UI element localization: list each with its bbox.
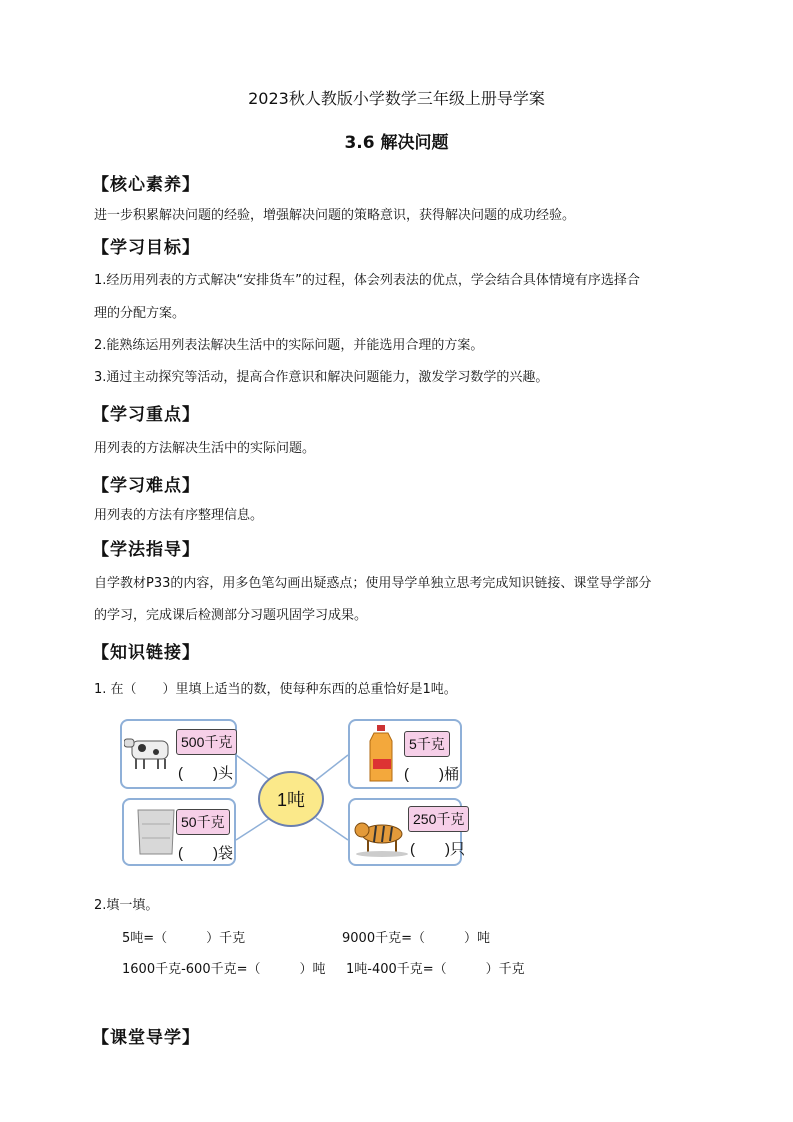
method-line1: 自学教材P33的内容，用多色笔勾画出疑惑点；使用导学单独立思考完成知识链接、课堂导学部分 [94,576,652,591]
heading-method: 【学法指导】 [92,540,200,560]
cement-bag-icon [134,806,178,858]
heading-goals: 【学习目标】 [92,238,200,258]
question-1: 1. 在（ ）里填上适当的数，使每种东西的总重恰好是1吨。 [94,682,457,697]
weight-tag-tiger: 250千克 [408,806,469,832]
doc-subtitle: 3.6 解决问题 [344,133,449,153]
blank-tiger[interactable]: ( )只 [410,841,465,858]
method-line2: 的学习，完成课后检测部分习题巩固学习成果。 [94,608,368,623]
goal-1b: 理的分配方案。 [94,306,186,321]
fill-3[interactable]: 1600千克-600千克=（ ）吨 [122,962,326,977]
fill-1[interactable]: 5吨=（ ）千克 [122,931,246,946]
blank-oil[interactable]: ( )桶 [404,766,459,783]
blank-cow[interactable]: ( )头 [178,765,233,782]
doc-title: 2023秋人教版小学数学三年级上册导学案 [248,89,545,108]
fill-2[interactable]: 9000千克=（ ）吨 [342,931,490,946]
goal-3: 3.通过主动探究等活动，提高合作意识和解决问题能力，激发学习数学的兴趣。 [94,370,549,385]
fill-4[interactable]: 1吨-400千克=（ ）千克 [346,962,525,977]
heading-classroom: 【课堂导学】 [92,1028,200,1048]
oil-bottle-icon [368,725,396,783]
heading-link: 【知识链接】 [92,643,200,663]
cow-icon [124,733,178,773]
tiger-icon [352,814,410,858]
key-text: 用列表的方法解决生活中的实际问题。 [94,441,316,456]
heading-core: 【核心素养】 [92,175,200,195]
weight-tag-oil: 5千克 [404,731,450,757]
goal-2: 2.能熟练运用列表法解决生活中的实际问题，并能选用合理的方案。 [94,338,484,353]
goal-1a: 1.经历用列表的方式解决“安排货车”的过程，体会列表法的优点，学会结合具体情境有序选择合 [94,273,640,288]
heading-difficult: 【学习难点】 [92,476,200,496]
weight-tag-cement: 50千克 [176,809,230,835]
weight-tag-cow: 500千克 [176,729,237,755]
question-2: 2.填一填。 [94,898,159,913]
total-weight-hub: 1吨 [258,771,324,827]
core-text: 进一步积累解决问题的经验，增强解决问题的策略意识，获得解决问题的成功经验。 [94,208,576,223]
difficult-text: 用列表的方法有序整理信息。 [94,508,264,523]
heading-key: 【学习重点】 [92,405,200,425]
blank-cement[interactable]: ( )袋 [178,845,233,862]
